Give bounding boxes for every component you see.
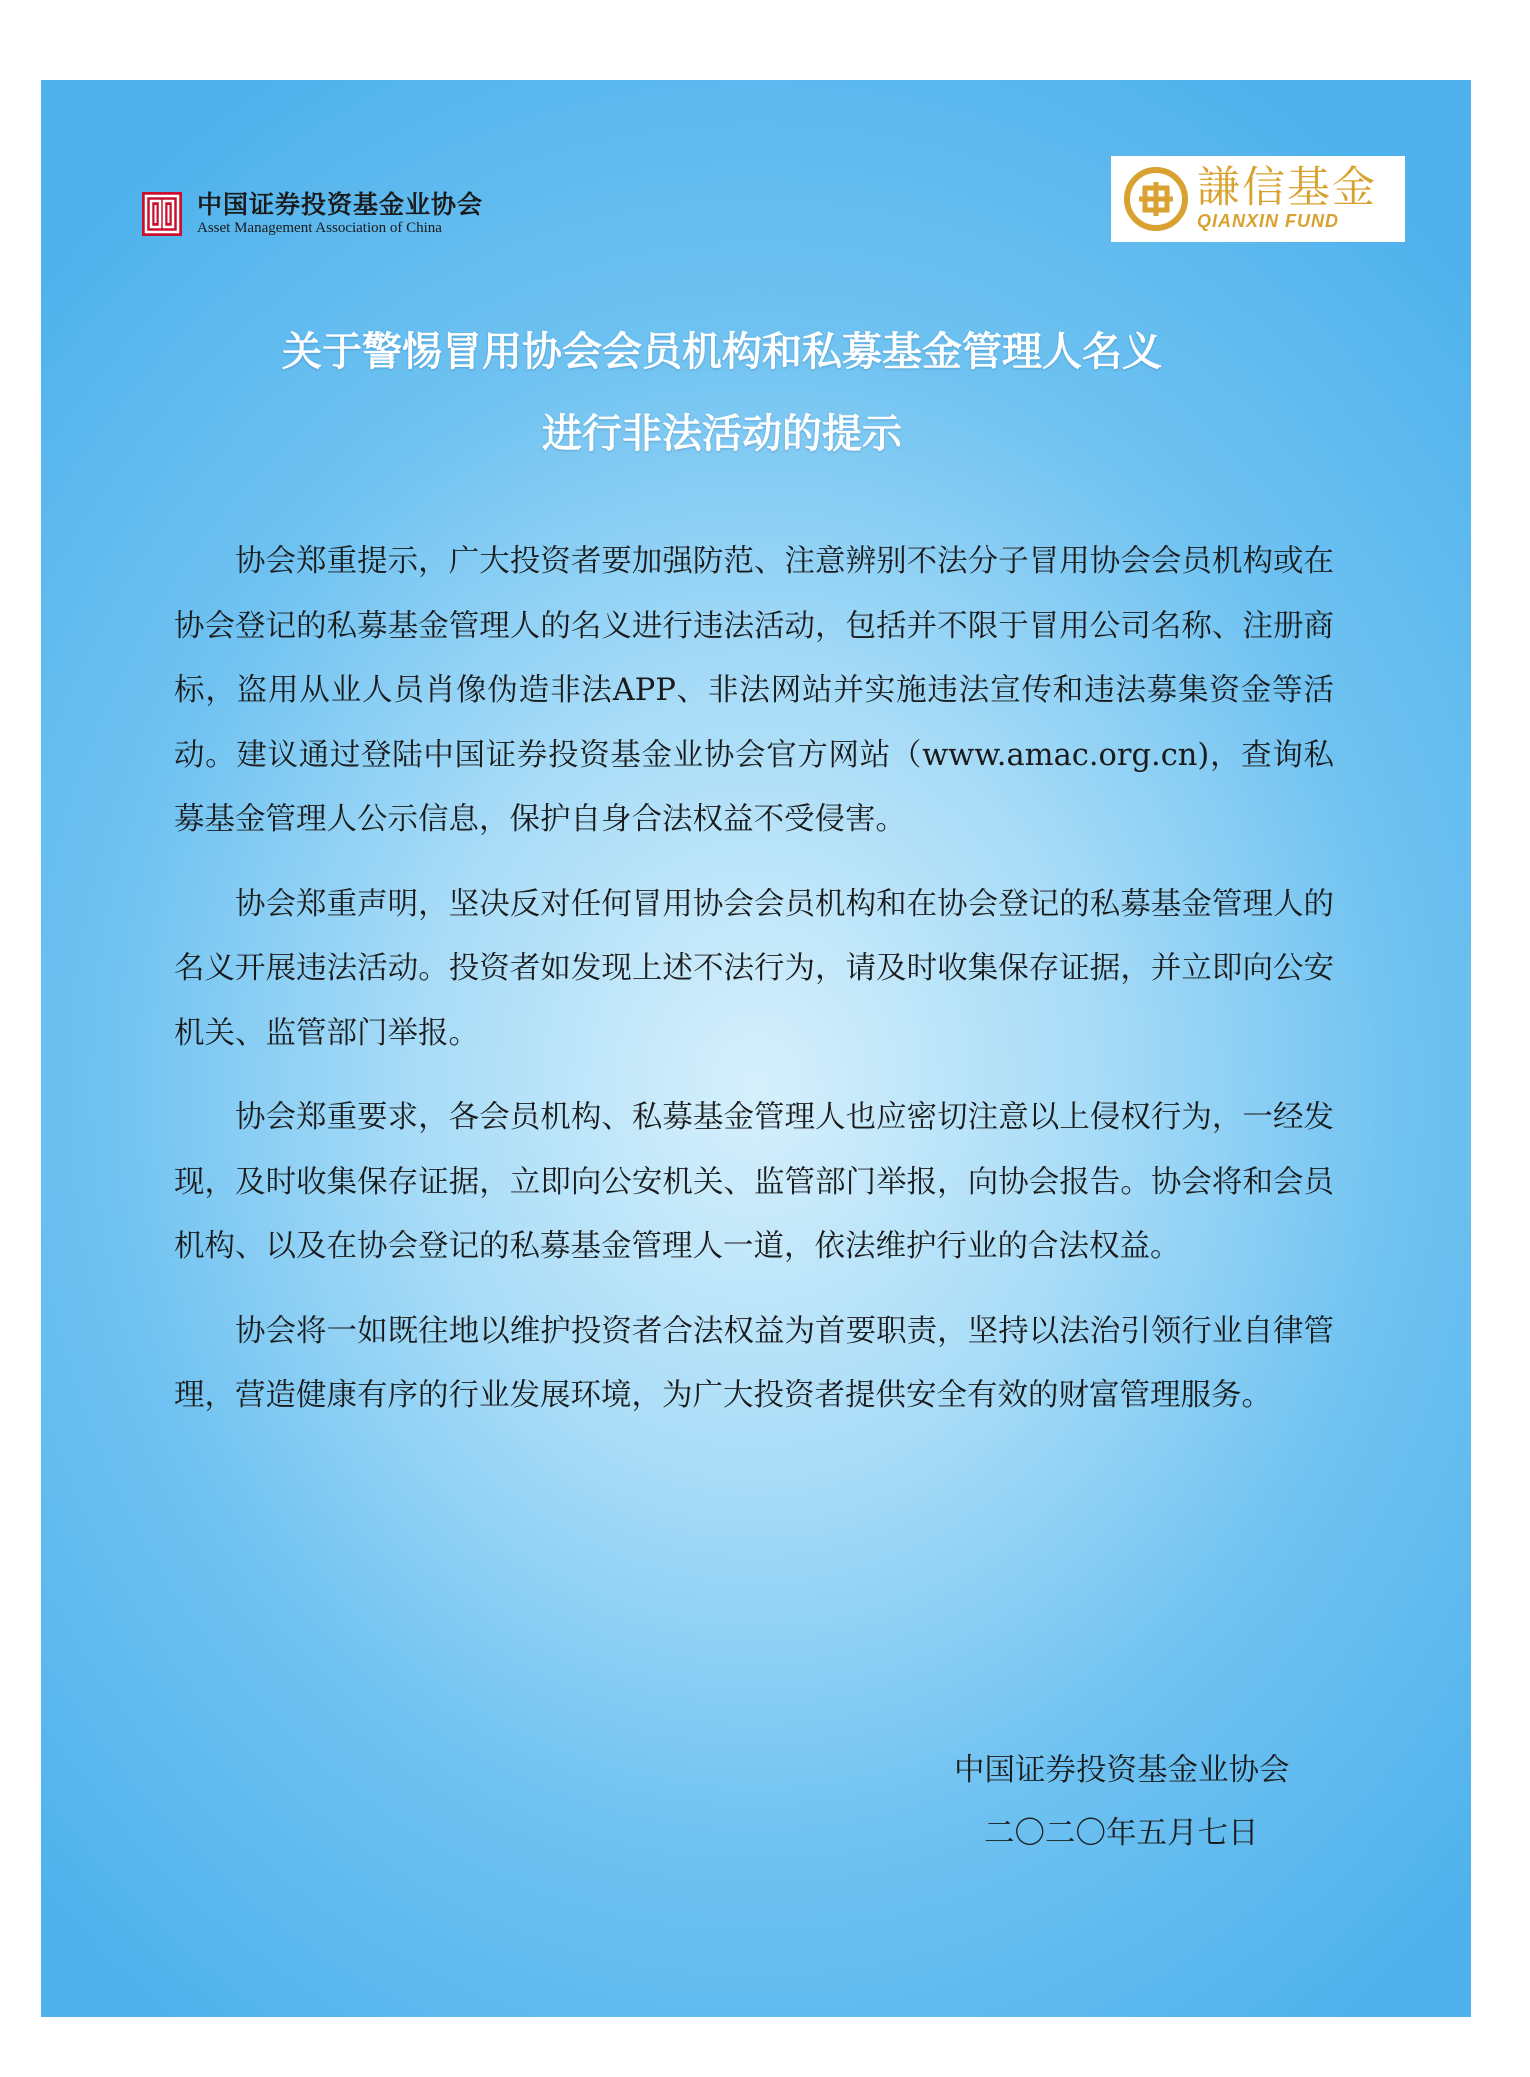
signature-organization: 中国证券投资基金业协会 xyxy=(954,1753,1290,1788)
amac-seal-icon xyxy=(141,191,183,237)
paragraph-1: 协会郑重提示，广大投资者要加强防范、注意辨别不法分子冒用协会会员机构或在协会登记的私募基金管理人的名义进行违法活动，包括并不限于冒用公司名称、注册商标，盗用从业人员肖像伪造非法APP、非法网站并实施违法宣传和违法募集资金等活动。建议通过登陆中国证券投资基金业协会官方网站（www.amac.org.cn)，查询私募基金管理人公示信息，保护自身合法权益不受侵害。 xyxy=(174,544,1334,837)
amac-name-cn: 中国证券投资基金业协会 xyxy=(197,190,484,219)
coin-icon xyxy=(1123,166,1189,232)
notice-title-line-1: 关于警惕冒用协会会员机构和私募基金管理人名义 xyxy=(282,329,1162,375)
qianxin-logo xyxy=(1111,156,1405,242)
amac-name-en: Asset Management Association of China xyxy=(197,220,442,236)
qianxin-name-en: QIANXIN FUND xyxy=(1197,211,1339,232)
notice-title-line-2: 进行非法活动的提示 xyxy=(542,411,902,457)
signature-date: 二〇二〇年五月七日 xyxy=(984,1816,1259,1851)
paragraph-4: 协会将一如既往地以维护投资者合法权益为首要职责，坚持以法治引领行业自律管理，营造健康有序的行业发展环境，为广大投资者提供安全有效的财富管理服务。 xyxy=(174,1313,1334,1413)
paragraph-2: 协会郑重声明，坚决反对任何冒用协会会员机构和在协会登记的私募基金管理人的名义开展违法活动。投资者如发现上述不法行为，请及时收集保存证据，并立即向公安机关、监管部门举报。 xyxy=(174,886,1334,1051)
qianxin-name-cn: 謙信基金 xyxy=(1197,162,1377,213)
paragraph-3: 协会郑重要求，各会员机构、私募基金管理人也应密切注意以上侵权行为，一经发现，及时收集保存证据，立即向公安机关、监管部门举报，向协会报告。协会将和会员机构、以及在协会登记的私募基金管理人一道，依法维护行业的合法权益。 xyxy=(174,1100,1334,1264)
amac-logo xyxy=(141,190,483,238)
notice-panel xyxy=(41,80,1471,2017)
notice-body xyxy=(174,530,1334,1449)
